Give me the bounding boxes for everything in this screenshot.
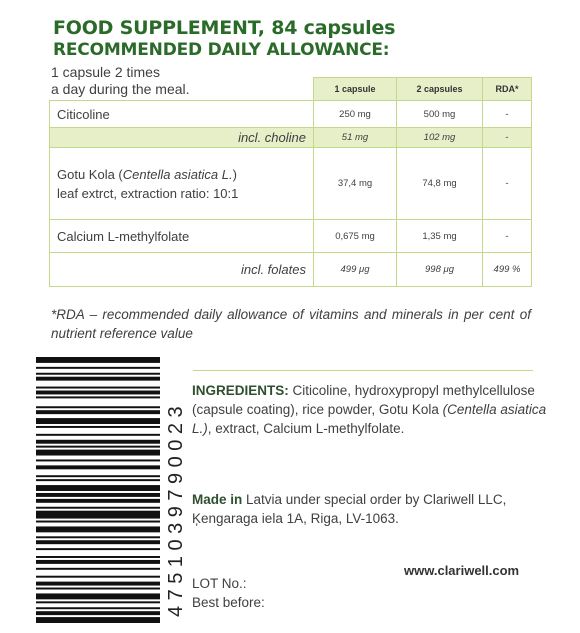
cell-value: 0,675 mg — [314, 220, 397, 253]
rda-footnote: *RDA – recommended daily allowance of vitamins and minerals in per cent of nutrient reference value — [51, 307, 531, 341]
row-name-incl-folates: incl. folates — [50, 253, 314, 287]
column-header-2-capsules: 2 capsules — [397, 78, 483, 101]
cell-value: 499 μg — [314, 253, 397, 287]
ingredients-latin-name: (Centella asiatica L.) — [192, 402, 547, 436]
ingredients-text: Citicoline, hydroxypropyl methylcellulose (capsule coating), rice powder, Gotu Kola — [192, 383, 535, 417]
cell-value: 998 μg — [397, 253, 483, 287]
ingredients-section — [192, 381, 562, 438]
ingredients-label: INGREDIENTS: — [192, 383, 289, 398]
cell-value: - — [483, 220, 532, 253]
dosage-line-2: a day during the meal. — [51, 81, 190, 97]
barcode-icon — [36, 357, 160, 623]
gotu-kola-name: Gotu Kola ( — [57, 166, 123, 182]
nutrition-table — [49, 77, 532, 287]
row-name-incl-choline: incl. choline — [50, 128, 314, 148]
cell-value: 499 % — [483, 253, 532, 287]
lot-number-label: LOT No.: — [192, 576, 247, 591]
table-row — [50, 148, 532, 220]
table-row — [50, 101, 532, 128]
dosage-line-1: 1 capsule 2 times — [51, 64, 160, 80]
cell-value: 1,35 mg — [397, 220, 483, 253]
cell-value: 250 mg — [314, 101, 397, 128]
cell-value: 37,4 mg — [314, 148, 397, 220]
lot-section — [192, 574, 265, 612]
table-header-row — [50, 78, 532, 101]
cell-value: - — [483, 148, 532, 220]
best-before-label: Best before: — [192, 595, 265, 610]
made-in-label: Made in — [192, 492, 243, 507]
title-food-supplement: FOOD SUPPLEMENT, 84 capsules — [53, 17, 396, 39]
table-row — [50, 253, 532, 287]
column-header-1-capsule: 1 capsule — [314, 78, 397, 101]
barcode-digits: 4751039790023 — [165, 400, 187, 617]
row-name-gotu-kola — [50, 148, 314, 220]
title-recommended-daily-allowance: RECOMMENDED DAILY ALLOWANCE: — [53, 40, 390, 60]
table-row — [50, 128, 532, 148]
made-in-section — [192, 490, 562, 528]
column-header-rda: RDA* — [483, 78, 532, 101]
cell-value: 500 mg — [397, 101, 483, 128]
cell-value: - — [483, 101, 532, 128]
row-name-citicoline: Citicoline — [50, 101, 314, 128]
cell-value: 74,8 mg — [397, 148, 483, 220]
cell-value: 51 mg — [314, 128, 397, 148]
cell-value: 102 mg — [397, 128, 483, 148]
gotu-kola-paren: ) — [232, 166, 237, 182]
ingredients-text-end: , extract, Calcium L-methylfolate. — [207, 421, 405, 436]
row-name-calcium-l-methylfolate: Calcium L-methylfolate — [50, 220, 314, 253]
divider — [193, 370, 533, 371]
table-row — [50, 220, 532, 253]
gotu-kola-extract-info: leaf extrct, extraction ratio: 10:1 — [57, 185, 239, 201]
website-url: www.clariwell.com — [404, 563, 520, 578]
gotu-kola-latin-name: Centella asiatica L. — [122, 166, 233, 182]
cell-value: - — [483, 128, 532, 148]
made-in-text: Latvia under special order by Clariwell LLC, Ķengaraga iela 1A, Riga, LV-1063. — [192, 492, 507, 526]
